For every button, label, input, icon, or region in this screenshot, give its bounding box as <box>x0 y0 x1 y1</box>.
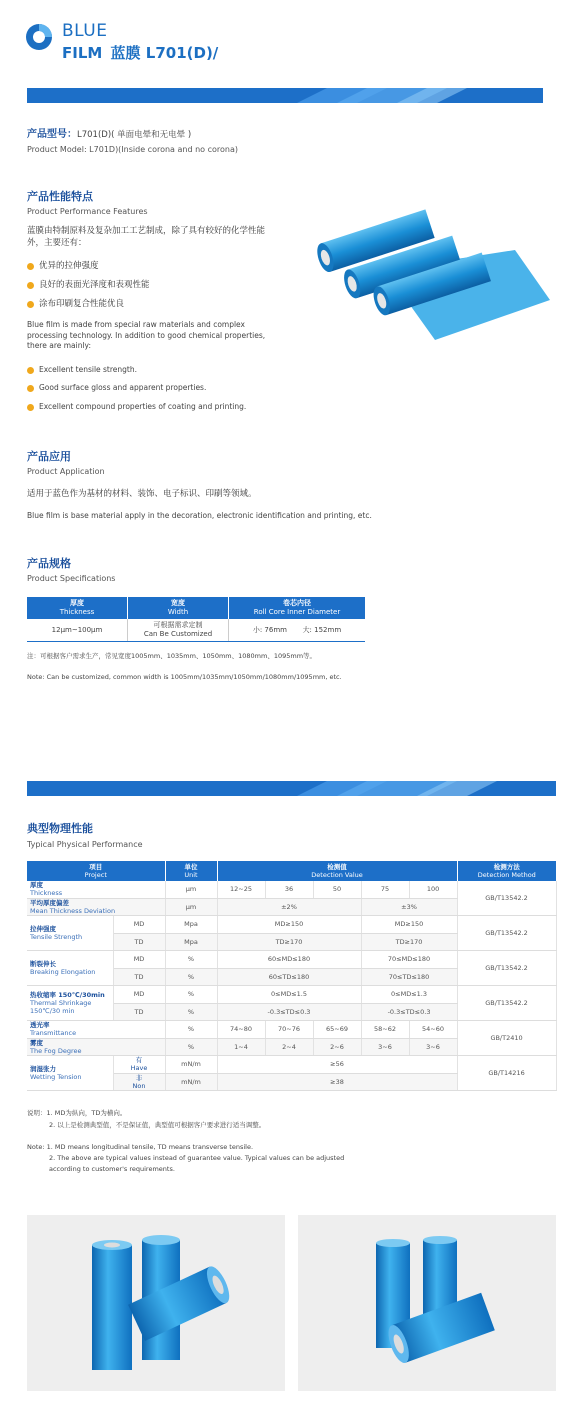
feature-item: 优异的拉伸强度 <box>27 260 99 272</box>
specs-title-en: Product Specifications <box>27 574 116 583</box>
brand-bottom: FILM <box>62 44 103 62</box>
row-transmittance: 透光率 Transmittance % 74~80 70~76 65~69 58~62 54~60 GB/T2410 <box>27 1021 556 1039</box>
brand-title <box>62 43 218 63</box>
physical-note-en: Note: 1. MD means longitudinal tensile, TD means transverse tensile. <box>27 1143 254 1151</box>
decorative-band <box>27 781 556 796</box>
application-title: 产品应用 <box>27 450 71 463</box>
model-label: 产品型号： <box>27 129 77 140</box>
row-elongation-md: 断裂伸长 Breaking Elongation MD % 60≤MD≤180 70≤MD≤180 GB/T13542.2 <box>27 951 556 969</box>
physical-table <box>27 861 557 1091</box>
spec-header-width: 宽度 Width <box>128 597 229 619</box>
bullet-dot-icon <box>27 282 34 289</box>
features-intro-en: Blue film is made from special raw materials and complex processing technology. In addition to good chemical properties, there are mainly: <box>27 320 266 350</box>
physical-note-en: 2. The above are typical values instead of guarantee value. Typical values can be adjusted <box>49 1154 345 1162</box>
feature-item-en: Excellent compound properties of coating and printing. <box>27 401 246 413</box>
application-title-en: Product Application <box>27 467 105 476</box>
row-wetting-have: 润湿张力 Wetting Tension 有 Have mN/m ≥56 GB/T14216 <box>27 1056 556 1074</box>
feature-item: 涂布印刷复合性能优良 <box>27 298 124 310</box>
row-thickness: 厚度 Thickness μm 12~25 36 50 75 100 GB/T13542.2 <box>27 881 556 898</box>
row-fog: 雾度 The Fog Degree % 1~4 2~4 2~6 3~6 3~6 <box>27 1038 556 1056</box>
bullet-dot-icon <box>27 385 34 392</box>
header-value: 检测值 Detection Value <box>217 861 457 881</box>
header-method: 检测方法 Detection Method <box>457 861 556 881</box>
blue-film-rolls-image <box>305 190 550 345</box>
header-unit: 单位 Unit <box>165 861 217 881</box>
company-logo <box>25 23 53 51</box>
row-shrinkage-md: 热收缩率 150℃/30min Thermal Shrinkage 150℃/30 min MD % 0≤MD≤1.5 0≤MD≤1.3 GB/T13542.2 <box>27 986 556 1004</box>
spec-header-core: 卷芯内径 Roll Core Inner Diameter <box>229 597 366 619</box>
features-title: 产品性能特点 <box>27 190 93 203</box>
feature-item-en: Excellent tensile strength. <box>27 364 137 376</box>
physical-title: 典型物理性能 <box>27 822 93 835</box>
spec-note-en: Note: Can be customized, common width is 1005mm/1035mm/1050mm/1080mm/1095mm, etc. <box>27 673 342 681</box>
bullet-dot-icon <box>27 263 34 270</box>
physical-title-en: Typical Physical Performance <box>27 840 143 849</box>
product-photo-left <box>27 1215 285 1391</box>
physical-note: 说明：1. MD为纵向，TD为横向。 <box>27 1109 127 1117</box>
features-title-en: Product Performance Features <box>27 207 148 216</box>
product-title: 蓝膜 L701(D)/ <box>110 44 219 62</box>
application-text: 适用于蓝色作为基材的材料、装饰、电子标识、印刷等领域。 <box>27 489 257 499</box>
row-deviation: 平均厚度偏差 Mean Thickness Deviation μm ±2% ±3% <box>27 898 556 916</box>
spec-note: 注：可根据客户需求生产，常见宽度1005mm、1035mm、1050mm、1080mm、1095mm等。 <box>27 652 317 660</box>
row-tensile-md: 拉伸强度 Tensile Strength MD Mpa MD≥150 MD≥150 GB/T13542.2 <box>27 916 556 934</box>
bullet-dot-icon <box>27 367 34 374</box>
spec-row <box>27 619 365 642</box>
spec-width: 可根据需求定制 Can Be Customized <box>128 619 229 642</box>
spec-table <box>27 597 365 642</box>
product-photo-right <box>298 1215 556 1391</box>
row-wetting-non: 非 Non mN/m ≥38 <box>27 1073 556 1091</box>
bullet-dot-icon <box>27 404 34 411</box>
bullet-dot-icon <box>27 301 34 308</box>
decorative-band <box>27 88 543 103</box>
row-shrinkage-td: TD % -0.3≤TD≤0.3 -0.3≤TD≤0.3 <box>27 1003 556 1021</box>
model-value: L701(D)( 单面电晕和无电晕 ) <box>77 130 192 140</box>
physical-note-en: according to customer's requirements. <box>49 1165 175 1173</box>
features-intro: 蓝膜由特制原料及复杂加工工艺制成，除了具有较好的化学性能外，主要还有： <box>27 226 266 248</box>
spec-header-thickness: 厚度 Thickness <box>27 597 128 619</box>
header-project: 项目 Project <box>27 861 165 881</box>
application-text-en: Blue film is base material apply in the decoration, electronic identification and printing, etc. <box>27 511 372 520</box>
model-en: Product Model: L701D)(Inside corona and no corona) <box>27 145 238 154</box>
spec-core: 小: 76mm 大: 152mm <box>229 619 366 642</box>
row-tensile-td: TD Mpa TD≥170 TD≥170 <box>27 933 556 951</box>
row-elongation-td: TD % 60≤TD≤180 70≤TD≤180 <box>27 968 556 986</box>
feature-item-en: Good surface gloss and apparent properties. <box>27 382 206 394</box>
specs-title: 产品规格 <box>27 557 71 570</box>
brand-top: BLUE <box>62 21 108 41</box>
feature-item: 良好的表面光泽度和表观性能 <box>27 279 150 291</box>
physical-note: 2. 以上是检测典型值，不是保证值，典型值可根据客户要求进行适当调整。 <box>49 1121 266 1129</box>
product-model <box>27 128 191 142</box>
spec-thickness: 12μm~100μm <box>27 619 128 642</box>
